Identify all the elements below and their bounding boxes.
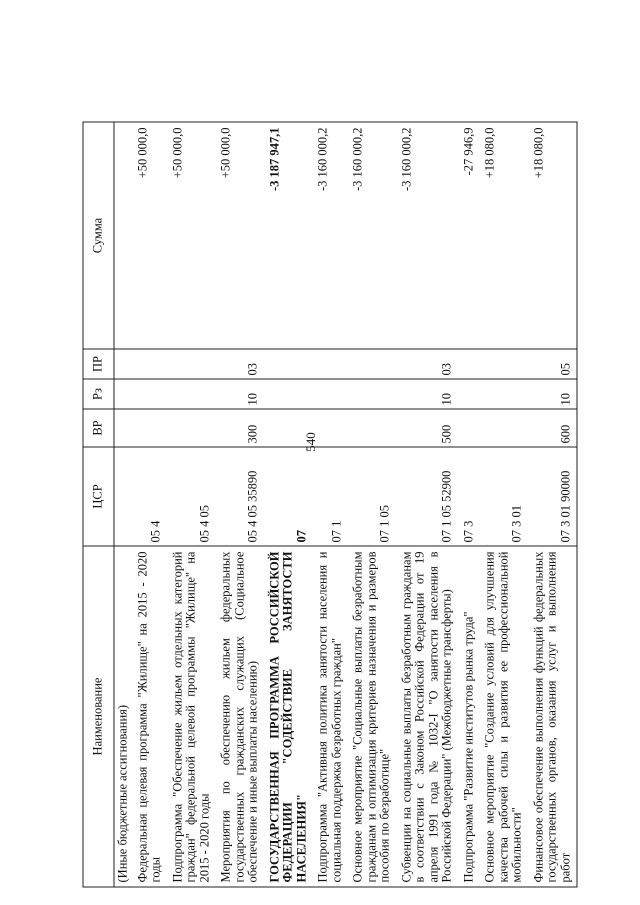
cell-csr: 05 4 05 35890: [215, 447, 264, 546]
header-rz: Рз: [83, 379, 114, 409]
cell-name: Субвенции на социальные выплаты безработным гражданам в соответствии с Законом Российской Федерации от 19 апреля 1991 года № 1032-I "О занятости населения в Российской Федерации" (Межбюджетные трансферты): [396, 546, 458, 887]
budget-table: [82, 122, 577, 888]
cell-pr: [347, 349, 396, 379]
cell-vr: [132, 409, 167, 447]
header-csr: ЦСР: [83, 447, 114, 546]
cell-name: Подпрограмма "Развитие институтов рынка труда": [458, 546, 480, 887]
cell-rz: [264, 379, 313, 409]
cell-vr: [458, 409, 480, 447]
header-sum: Сумма: [83, 122, 114, 349]
header-pr: ПР: [83, 349, 114, 379]
cell-vr: 500: [396, 409, 458, 447]
cell-sum: [114, 122, 132, 349]
cell-vr: [479, 409, 528, 447]
cell-name: ГОСУДАРСТВЕННАЯ ПРОГРАММА РОССИЙСКОЙ ФЕДЕРАЦИИ "СОДЕЙСТВИЕ ЗАНЯТОСТИ НАСЕЛЕНИЯ": [264, 546, 313, 887]
cell-name: Федеральная целевая программа "Жилище" на 2015 - 2020 годы: [132, 546, 167, 887]
table-row: [312, 122, 347, 887]
cell-sum: -3 160 000,2: [347, 122, 396, 349]
cell-vr: [264, 409, 313, 447]
cell-rz: 10: [215, 379, 264, 409]
cell-pr: 03: [396, 349, 458, 379]
cell-sum: -3 187 947,1: [264, 122, 313, 349]
cell-sum: +18 080,0: [479, 122, 528, 349]
table-row: [264, 122, 313, 887]
cell-name: Основное мероприятие "Создание условий для улучшения качества рабочей силы и развития ее профессиональной мобильности": [479, 546, 528, 887]
budget-table-page: [82, 123, 612, 888]
table-row: [458, 122, 480, 887]
cell-csr: 07 3: [458, 447, 480, 546]
table-row: [347, 122, 396, 887]
cell-pr: [458, 349, 480, 379]
table-row: [528, 122, 577, 887]
cell-sum: +50 000,0: [167, 122, 216, 349]
cell-sum: -3 160 000,2: [312, 122, 347, 349]
table-row: [396, 122, 458, 887]
cell-name: Подпрограмма "Обеспечение жильем отдельных категорий граждан" федеральной целевой программы "Жилище" на 2015 - 2020 годы: [167, 546, 216, 887]
cell-pr: [312, 349, 347, 379]
cell-rz: [167, 379, 216, 409]
cell-csr: 07 3 01 90000: [528, 447, 577, 546]
cell-name: Основное мероприятие "Социальные выплаты безработным гражданам и оптимизация критериев назначения и размеров пособия по безработице": [347, 546, 396, 887]
cell-csr: [114, 447, 132, 546]
cell-csr: 05 4: [132, 447, 167, 546]
table-body: [114, 122, 577, 887]
cell-pr: 03: [215, 349, 264, 379]
cell-rz: 10: [396, 379, 458, 409]
table-row: [132, 122, 167, 887]
cell-vr: [114, 409, 132, 447]
cell-csr: 07 3 01: [479, 447, 528, 546]
cell-rz: [458, 379, 480, 409]
cell-pr: [132, 349, 167, 379]
cell-vr: 600: [528, 409, 577, 447]
cell-pr: [264, 349, 313, 379]
table-row: [215, 122, 264, 887]
table-header: [83, 122, 114, 887]
cell-pr: 05: [528, 349, 577, 379]
cell-pr: [479, 349, 528, 379]
cell-csr: 07 1 05 52900: [396, 447, 458, 546]
table-row: [167, 122, 216, 887]
cell-sum: -3 160 000,2: [396, 122, 458, 349]
cell-rz: 10: [528, 379, 577, 409]
cell-rz: [312, 379, 347, 409]
cell-rz: [479, 379, 528, 409]
cell-name: Мероприятия по обеспечению жильем федеральных государственных гражданских служащих (Социальное обеспечение и иные выплаты населению): [215, 546, 264, 887]
cell-pr: [167, 349, 216, 379]
cell-csr: 07: [264, 447, 313, 546]
cell-name: Подпрограмма "Активная политика занятости населения и социальная поддержка безработных граждан": [312, 546, 347, 887]
cell-rz: [114, 379, 132, 409]
cell-name: Финансовое обеспечение выполнения функций федеральных государственных органов, оказания услуг и выполнения работ: [528, 546, 577, 887]
cell-vr: [167, 409, 216, 447]
cell-vr: [312, 409, 347, 447]
cell-rz: [347, 379, 396, 409]
header-vr: ВР: [83, 409, 114, 447]
cell-vr: 300: [215, 409, 264, 447]
page-number: 540: [303, 432, 318, 452]
cell-name: (Иные бюджетные ассигнования): [114, 546, 132, 887]
cell-csr: 07 1 05: [347, 447, 396, 546]
cell-vr: [347, 409, 396, 447]
cell-csr: 05 4 05: [167, 447, 216, 546]
cell-sum: +18 080,0: [528, 122, 577, 349]
cell-sum: +50 000,0: [215, 122, 264, 349]
cell-sum: +50 000,0: [132, 122, 167, 349]
table-row: [114, 122, 132, 887]
header-name: Наименование: [83, 546, 114, 887]
table-row: [479, 122, 528, 887]
cell-csr: 07 1: [312, 447, 347, 546]
cell-rz: [132, 379, 167, 409]
cell-sum: -27 946,9: [458, 122, 480, 349]
cell-pr: [114, 349, 132, 379]
